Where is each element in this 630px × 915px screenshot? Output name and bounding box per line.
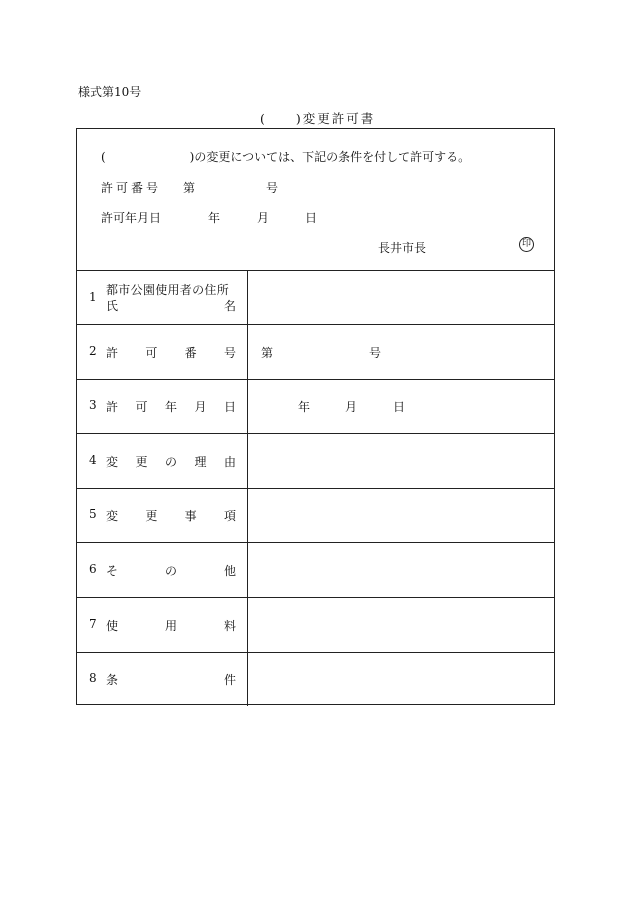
value-date-day: 日 (393, 400, 406, 415)
row-label-char: 使 (106, 618, 119, 633)
row-label-char: の (164, 564, 177, 578)
row-label-char: 件 (223, 673, 236, 688)
row-label-char: 更 (145, 509, 158, 524)
detail-row (77, 379, 554, 434)
detail-row (77, 652, 554, 706)
permit-number-prefix: 第 (183, 181, 196, 195)
row-label-char: 番 (184, 345, 197, 360)
row-label-char: の (164, 454, 177, 469)
row-number: 6 (89, 562, 97, 576)
row-label-char: 料 (223, 618, 236, 633)
row-number: 2 (89, 343, 97, 358)
row-label-line2-left: 氏 (106, 299, 119, 313)
row-value-cell[interactable] (248, 652, 554, 706)
row-value-cell[interactable] (248, 379, 554, 433)
row-label-char: 項 (223, 509, 236, 524)
permit-form-table (76, 128, 555, 705)
row-label-char: 可 (145, 345, 158, 360)
permit-statement: ( )の変更については、下記の条件を付して許可する。 (101, 150, 471, 164)
detail-row (77, 270, 554, 325)
row-label (106, 671, 236, 688)
row-label-char: 変 (106, 509, 119, 524)
row-label-line2-right: 名 (223, 299, 236, 313)
row-label-cell (77, 434, 248, 488)
detail-row (77, 325, 554, 380)
row-label-cell (77, 598, 248, 652)
row-label (106, 398, 236, 415)
detail-row (77, 598, 554, 653)
row-label-char: 可 (135, 400, 148, 415)
row-label (106, 507, 236, 524)
value-date-year: 年 (298, 400, 311, 415)
row-number: 7 (89, 616, 97, 631)
row-label-char: 年 (164, 400, 177, 415)
row-label-char: 月 (194, 400, 207, 415)
issuer-name: 長井市長 (378, 241, 427, 255)
permit-date-year: 年 (208, 211, 221, 225)
permit-date-month: 月 (257, 211, 270, 225)
value-number-prefix: 第 (261, 345, 274, 360)
row-label-char: 由 (223, 454, 236, 469)
row-label-char: 許 (106, 400, 119, 415)
row-label-cell (77, 379, 248, 433)
row-value-cell[interactable] (248, 598, 554, 652)
row-label-char: 日 (223, 400, 236, 415)
row-number: 5 (89, 507, 97, 522)
row-label (106, 617, 236, 634)
row-number: 3 (89, 398, 97, 413)
row-number: 8 (89, 671, 97, 686)
row-label-char: 変 (106, 454, 119, 469)
row-label (106, 453, 236, 470)
row-value-cell[interactable] (248, 488, 554, 542)
row-value-cell[interactable] (248, 270, 554, 324)
row-label-char: 号 (223, 345, 236, 360)
row-label-cell (77, 652, 248, 706)
row-label-cell (77, 270, 248, 324)
form-number: 様式第10号 (78, 85, 142, 99)
row-label-char: 事 (184, 509, 197, 524)
value-date-month: 月 (345, 400, 358, 415)
row-label-cell (77, 543, 248, 597)
row-label-line1: 都市公園使用者の住所 (106, 283, 230, 297)
detail-row (77, 488, 554, 543)
row-label-cell (77, 488, 248, 542)
row-value-cell[interactable] (248, 434, 554, 488)
row-number: 1 (89, 290, 97, 304)
row-value-cell[interactable] (248, 543, 554, 597)
row-label-char: そ (106, 564, 119, 578)
row-label-char: 他 (223, 564, 236, 578)
row-value-cell[interactable] (248, 325, 554, 379)
seal-mark: 印 (519, 237, 534, 252)
row-label (106, 344, 236, 361)
row-number: 4 (89, 452, 97, 467)
permit-header-section (77, 129, 554, 271)
row-label-cell (77, 325, 248, 379)
row-label (106, 562, 236, 579)
detail-row (77, 434, 554, 489)
permit-date-label: 許可年月日 (101, 211, 162, 225)
permit-date-day: 日 (305, 211, 318, 225)
detail-row (77, 543, 554, 598)
row-label-char: 用 (164, 618, 177, 633)
row-label-char: 許 (106, 345, 119, 360)
permit-number-suffix: 号 (266, 181, 279, 195)
row-label-char: 更 (135, 454, 148, 469)
permit-number-label: 許可番号 (101, 181, 162, 195)
row-label-char: 理 (194, 454, 207, 469)
row-label-char: 条 (106, 673, 119, 688)
row-label-line2 (106, 297, 236, 314)
value-number-suffix: 号 (369, 345, 382, 360)
document-title: ( )変更許可書 (260, 111, 376, 126)
